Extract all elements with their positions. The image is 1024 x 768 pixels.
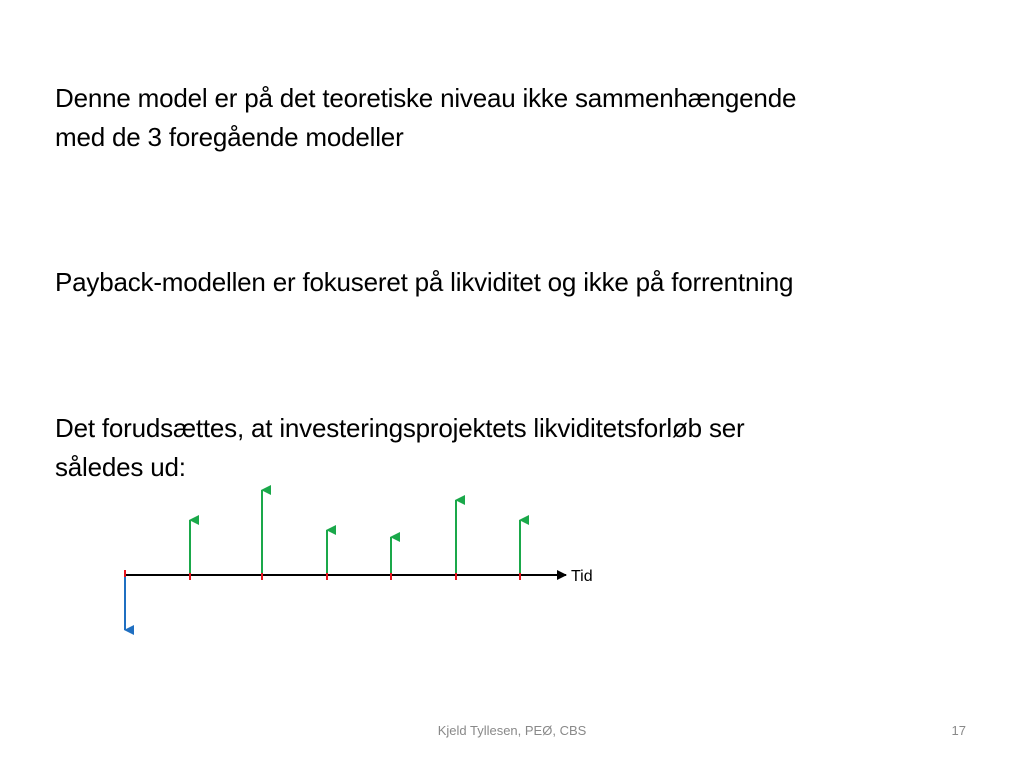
paragraph-1-line-1: Denne model er på det teoretiske niveau ikke sammenhængende bbox=[55, 83, 797, 113]
paragraph-payback-focus: Payback-modellen er fokuseret på likviditet og ikke på forrentning bbox=[55, 267, 794, 297]
cashflow-marks bbox=[125, 490, 520, 630]
footer-author: Kjeld Tyllesen, PEØ, CBS bbox=[437, 723, 587, 738]
paragraph-3-line-1: Det forudsættes, at investeringsprojektets likviditetsforløb ser bbox=[55, 413, 745, 443]
time-axis-label: Tid bbox=[571, 568, 593, 585]
paragraph-3-line-2: således ud: bbox=[55, 452, 186, 482]
slide-number: 17 bbox=[951, 723, 966, 738]
paragraph-1-line-2: med de 3 foregående modeller bbox=[55, 122, 404, 152]
